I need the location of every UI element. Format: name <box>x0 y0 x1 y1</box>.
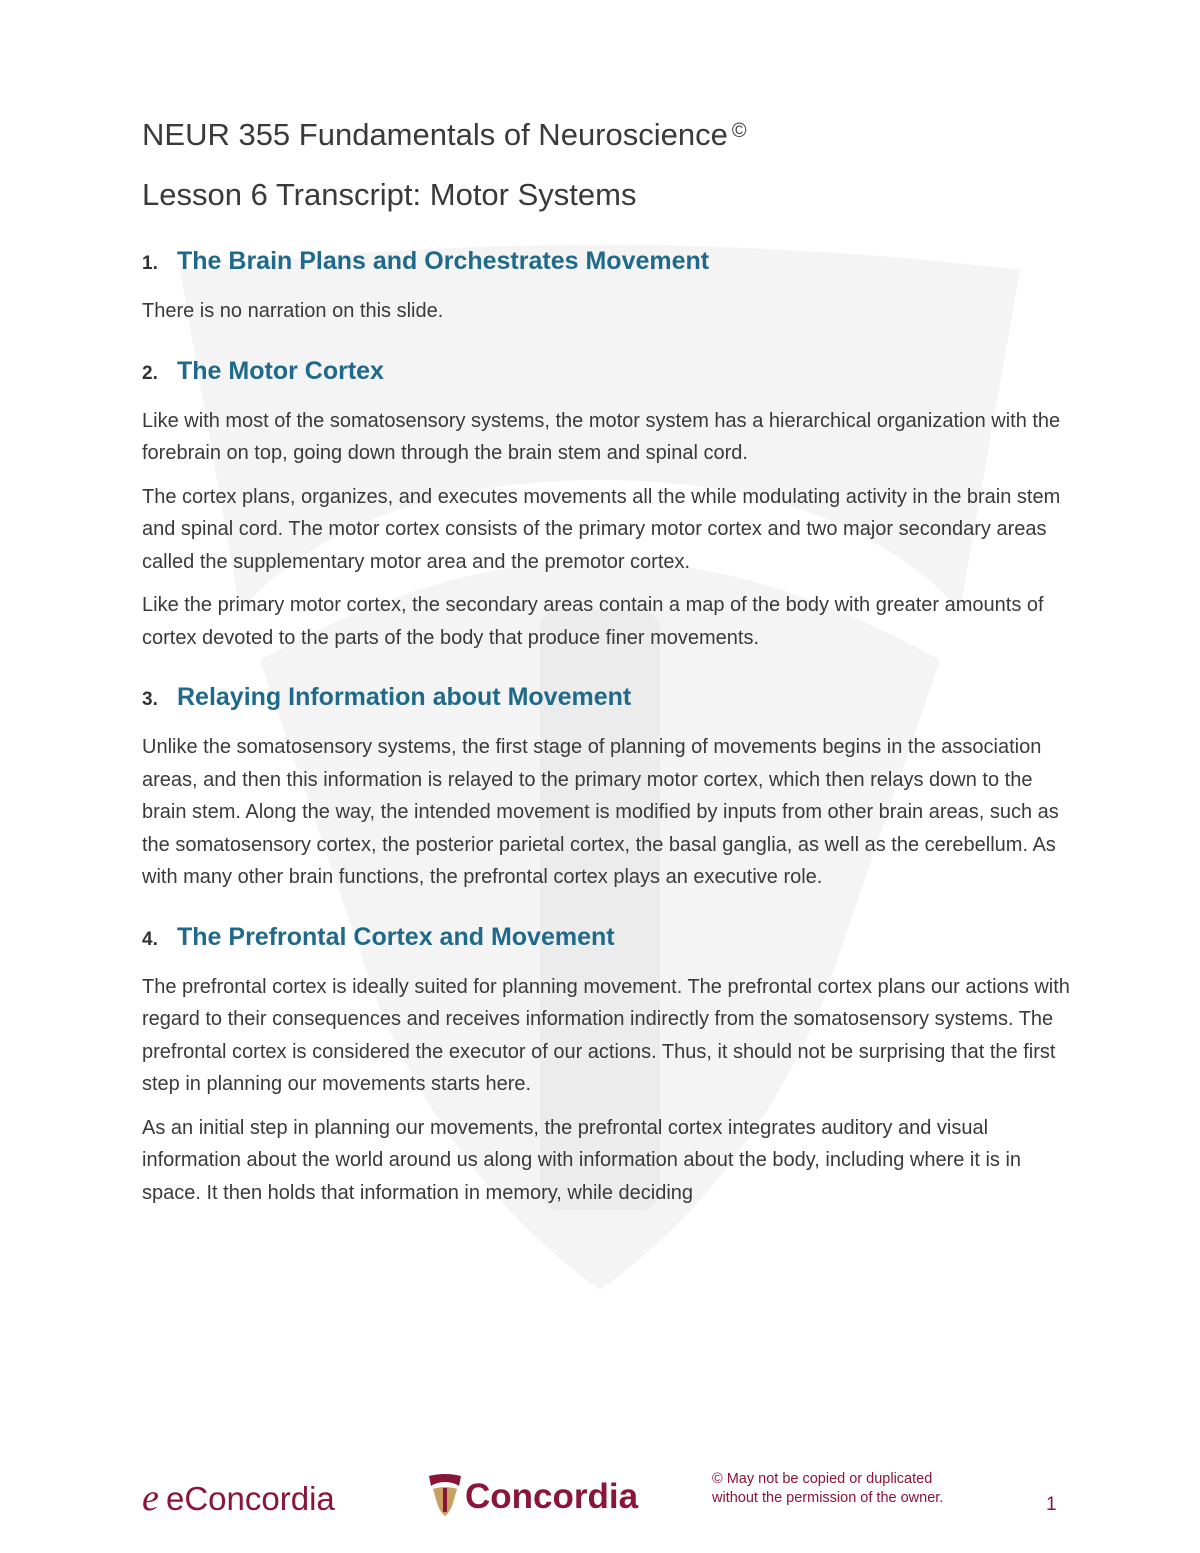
paragraph: Unlike the somatosensory systems, the first stage of planning of movements begins in the association areas, and then this information is relayed to the primary motor cortex, which then relays down to the brain stem. Along the way, the intended movement is modified by inputs from other brain areas, such as the somatosensory cortex, the posterior parietal cortex, the basal ganglia, as well as the cerebellum. As with many other brain functions, the prefrontal cortex plays an executive role. <box>142 736 1059 888</box>
notice-line: without the permission of the owner. <box>712 1490 944 1506</box>
section-title: The Motor Cortex <box>177 356 384 385</box>
section-heading <box>142 354 1072 391</box>
section-title: The Prefrontal Cortex and Movement <box>177 922 615 951</box>
section-number: 4. <box>142 928 158 950</box>
section-heading <box>142 920 1072 957</box>
paragraph: The prefrontal cortex is ideally suited for planning movement. The prefrontal cortex plans our actions with regard to their consequences and receives information indirectly from the somatosensory systems. The prefrontal cortex is considered the executor of our actions. Thus, it should not be surprising that the first step in planning our movements starts here. <box>142 975 1070 1095</box>
paragraph: As an initial step in planning our movements, the prefrontal cortex integrates auditory and visual information about the world around us along with information about the body, including where it is in space. It then holds that information in memory, while deciding <box>142 1116 1022 1204</box>
concordia-logo <box>425 1468 665 1520</box>
page-number: 1 <box>1046 1494 1057 1515</box>
section-number: 3. <box>142 689 158 710</box>
paragraph: Like the primary motor cortex, the secondary areas contain a map of the body with greater amounts of cortex devoted to the parts of the body that produce finer movements. <box>142 594 1044 649</box>
copyright-symbol: © <box>731 120 747 142</box>
econcordia-logo <box>140 1472 380 1520</box>
section-number: 2. <box>142 362 158 384</box>
section-2 <box>142 354 1072 655</box>
section-number: 1. <box>142 253 158 274</box>
concordia-shield-icon <box>429 1474 461 1516</box>
svg-text:e: e <box>142 1477 159 1519</box>
concordia-logo-text: Concordia <box>465 1477 639 1516</box>
paragraph: Like with most of the somatosensory systems, the motor system has a hierarchical organization with the forebrain on top, going down through the brain stem and spinal cord. <box>142 409 1061 464</box>
section-1 <box>142 244 1072 328</box>
notice-line: © May not be copied or duplicated <box>712 1471 933 1487</box>
econcordia-logo-text: eConcordia <box>166 1480 335 1517</box>
section-title: The Brain Plans and Orchestrates Movement <box>177 247 710 275</box>
section-title: Relaying Information about Movement <box>177 683 632 711</box>
document-subtitle: Lesson 6 Transcript: Motor Systems <box>142 177 637 212</box>
section-4 <box>142 920 1072 1210</box>
copyright-notice <box>712 1470 992 1508</box>
section-heading <box>142 244 1072 281</box>
page-footer <box>0 1458 1200 1538</box>
section-3 <box>142 680 1072 894</box>
paragraph: The cortex plans, organizes, and executes movements all the while modulating activity in the brain stem and spinal cord. The motor cortex consists of the primary motor cortex and two major secondary areas called the supplementary motor area and the premotor cortex. <box>142 485 1061 573</box>
paragraph: There is no narration on this slide. <box>142 300 444 322</box>
document-title <box>142 108 1072 158</box>
section-heading <box>142 680 1072 717</box>
document-body <box>142 108 1072 1220</box>
title-text: NEUR 355 Fundamentals of Neuroscience <box>142 117 728 152</box>
